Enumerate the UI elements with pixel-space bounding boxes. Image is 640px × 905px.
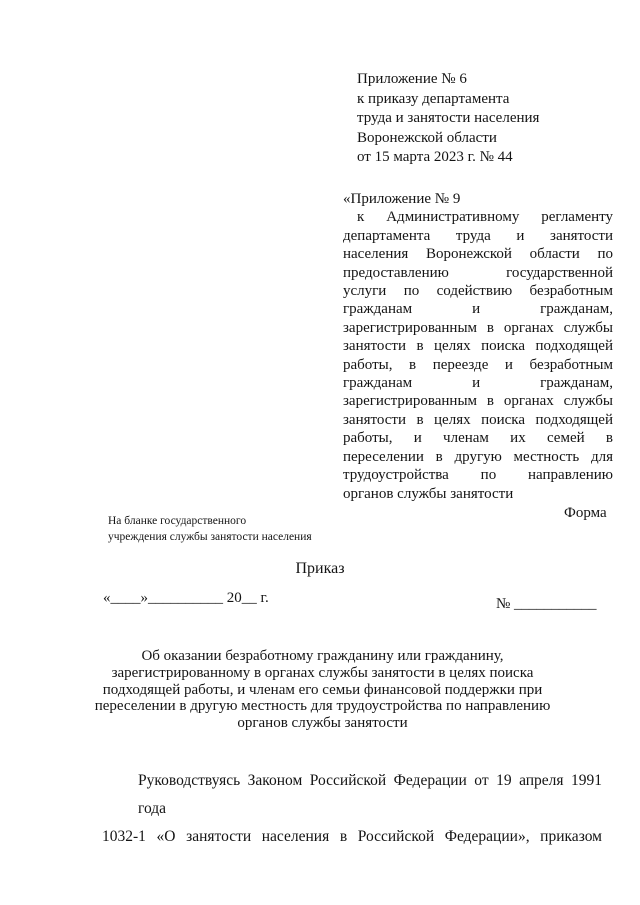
subject-line: зарегистрированному в органах службы занятости в целях поиска: [111, 664, 534, 681]
subject-line: органов службы занятости: [237, 715, 408, 732]
form-label: Форма: [564, 505, 607, 521]
order-number-line: № ___________: [496, 596, 597, 612]
appendix-nine-line: населения Воронежской области по: [343, 246, 613, 263]
appendix-header-line: труда и занятости населения: [357, 110, 540, 126]
appendix-header-line: к приказу департамента: [357, 90, 510, 107]
subject-line: Об оказании безработному гражданину или гражданину,: [141, 648, 504, 664]
appendix-header: [357, 70, 627, 168]
subject-line: переселении в другую местность для трудоустройства по направлению: [94, 698, 551, 715]
appendix-nine-title: «Приложение № 9: [343, 191, 461, 207]
body-line: Руководствуясь Законом Российской Федерации от 19 апреля 1991 года: [138, 772, 602, 817]
appendix-nine-line: гражданам и гражданам,: [343, 375, 613, 392]
order-title: Приказ: [295, 560, 345, 577]
appendix-nine-line: занятости в целях поиска подходящей: [343, 338, 613, 355]
appendix-nine-line: органов службы занятости: [343, 485, 514, 502]
appendix-nine-line: гражданам и гражданам,: [343, 301, 613, 318]
appendix-nine-line: зарегистрированным в органах службы: [343, 319, 613, 336]
appendix-nine-line: зарегистрированным в органах службы: [343, 393, 613, 410]
appendix-nine-line: департамента труда и занятости: [343, 227, 613, 244]
appendix-nine-line: переселении в другую местность для: [343, 448, 613, 465]
appendix-nine-line: трудоустройства по направлению: [343, 467, 613, 484]
appendix-nine-line: работы, в переезде и безработным: [343, 356, 613, 373]
order-body: [102, 767, 602, 851]
appendix-header-line: Воронежской области: [357, 129, 497, 146]
appendix-nine-block: [343, 190, 613, 503]
appendix-nine-line: занятости в целях поиска подходящей: [343, 411, 613, 428]
appendix-nine-line: предоставлению государственной: [343, 264, 613, 281]
subject-line: подходящей работы, и членам его семьи финансовой поддержки при: [102, 681, 543, 698]
blank-note-line: На бланке государственного: [108, 515, 247, 527]
order-date-line: «____»__________ 20__ г.: [103, 590, 269, 606]
appendix-header-line: от 15 марта 2023 г. № 44: [357, 149, 513, 165]
appendix-nine-line: работы, и членам их семей в: [343, 430, 613, 447]
appendix-nine-line: к Административному регламенту: [357, 209, 613, 226]
blank-note-line: учреждения службы занятости населения: [108, 531, 312, 543]
body-line: 1032-1 «О занятости населения в Российской Федерации», приказом: [102, 828, 602, 845]
blank-note: [108, 513, 312, 545]
order-subject: [90, 648, 555, 732]
appendix-header-line: Приложение № 6: [357, 71, 467, 87]
appendix-nine-line: услуги по содействию безработным: [343, 283, 613, 300]
